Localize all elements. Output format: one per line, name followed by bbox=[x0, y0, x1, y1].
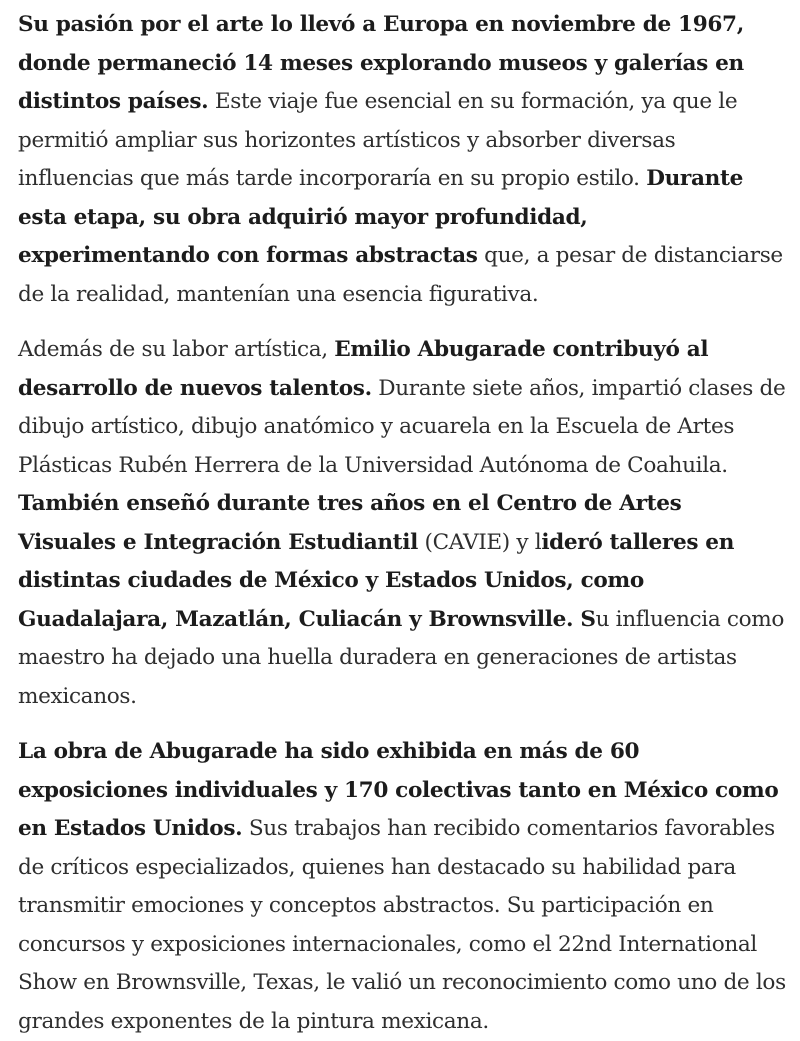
paragraph-europe-trip bbox=[18, 6, 786, 314]
bold-text: La obra de Abugarade ha sido exhibida en más de 60 exposiciones individuales y 170 colectivas tanto en México como en Estados Unidos. bbox=[18, 739, 779, 841]
bold-text: Durante esta etapa, su obra adquirió mayor profundidad, experimentando con formas abstractas bbox=[18, 166, 743, 268]
bold-text: ideró talleres en distintas ciudades de México y Estados Unidos, como Guadalajara, Mazatlán, Culiacán y Brownsville. S bbox=[18, 529, 735, 632]
body-text: u influencia como maestro ha dejado una huella duradera en generaciones de artistas mexicanos. bbox=[18, 606, 785, 709]
body-text: Sus trabajos han recibido comentarios favorables de críticos especializados, quienes han destacado su habilidad para transmitir emociones y conceptos abstractos. Su participación en concursos y exposiciones internacionales, como el 22nd International Show en Brownsville, Texas, le valió un reconocimiento como uno de los grandes exponentes de la pintura mexicana. bbox=[18, 816, 786, 1034]
paragraph-teaching bbox=[18, 331, 786, 716]
paragraph-exhibitions bbox=[18, 733, 786, 1041]
bold-text: Su pasión por el arte lo llevó a Europa en noviembre de 1967, donde permaneció 14 meses explorando museos y galerías en distintos países. bbox=[18, 12, 744, 114]
body-text: Además de su labor artística, bbox=[18, 337, 335, 362]
bold-text: Emilio Abugarade contribuyó al desarrollo de nuevos talentos. bbox=[18, 337, 709, 401]
body-text: que, a pesar de distanciarse de la realidad, mantenían una esencia figurativa. bbox=[18, 243, 783, 307]
body-text: Durante siete años, impartió clases de dibujo artístico, dibujo anatómico y acuarela en la Escuela de Artes Plásticas Rubén Herrera de la Universidad Autónoma de Coahuila. bbox=[18, 375, 786, 478]
body-text: (CAVIE) y l bbox=[418, 529, 542, 555]
body-text: Este viaje fue esencial en su formación, ya que le permitió ampliar sus horizontes artísticos y absorber diversas influencias que más tarde incorporaría en su propio estilo. bbox=[18, 89, 738, 191]
bold-text: También enseñó durante tres años en el Centro de Artes Visuales e Integración Estudiantil bbox=[18, 491, 682, 555]
